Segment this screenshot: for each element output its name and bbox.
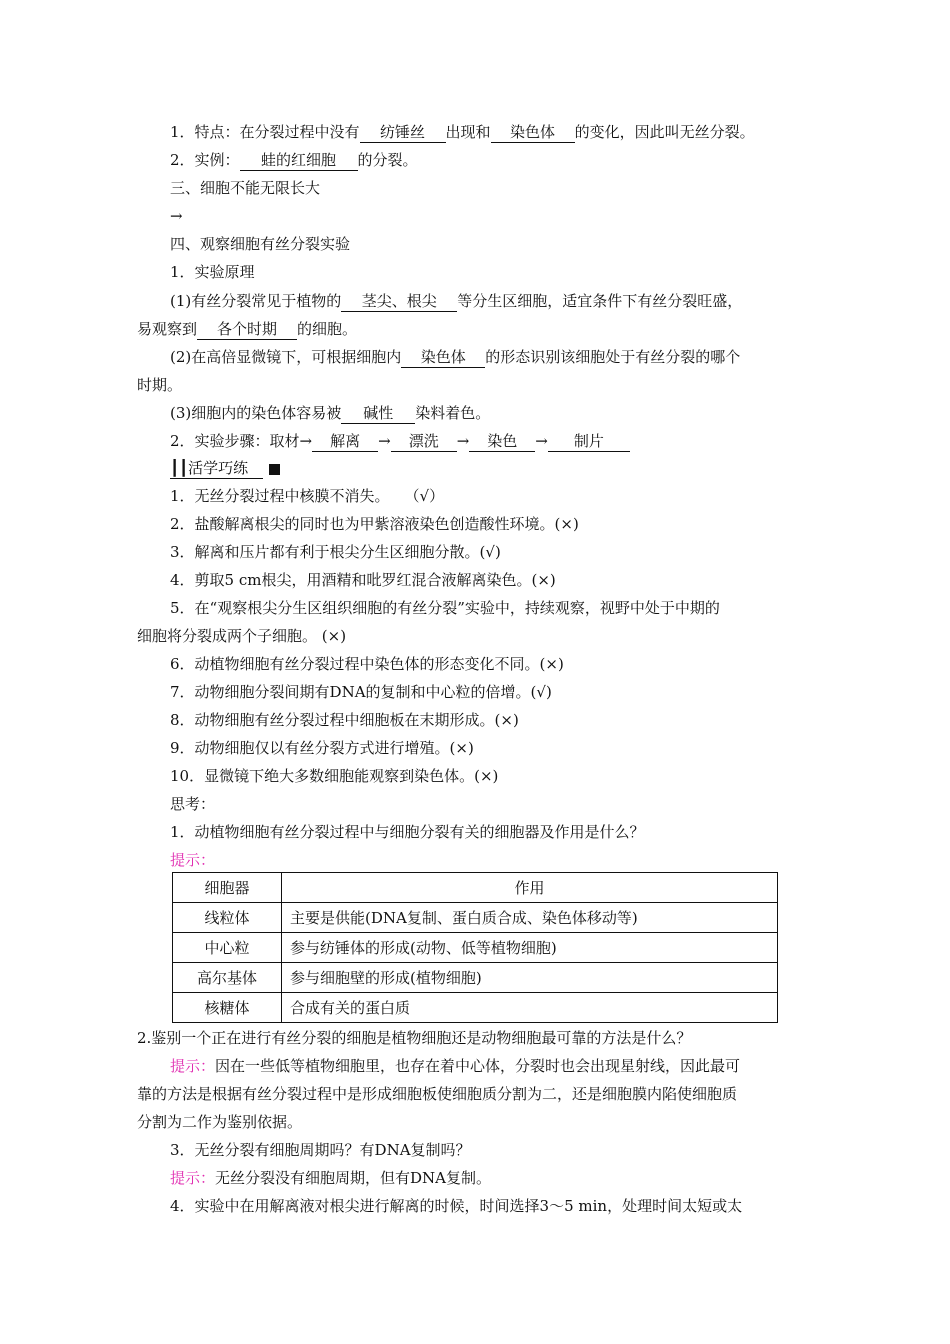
practice-item: 2．盐酸解离根尖的同时也为甲紫溶液染色创造酸性环境。(×) — [170, 515, 579, 533]
feature-text-mid: 出现和 — [445, 123, 491, 141]
example-text-end: 的分裂。 — [357, 151, 418, 169]
practice-item: 细胞将分裂成两个子细胞。 (×) — [137, 627, 347, 645]
question-1: 1．动植物细胞有丝分裂过程中与细胞分裂有关的细胞器及作用是什么？ — [170, 823, 645, 841]
table-row — [173, 963, 778, 993]
principle-1-line-2 — [137, 315, 357, 343]
square-bullet-icon — [269, 464, 280, 475]
blank-staining: 染色 — [469, 431, 535, 452]
blank-spindle: 纺锤丝 — [360, 122, 446, 143]
question-3: 3．无丝分裂有细胞周期吗？有DNA复制吗？ — [170, 1141, 471, 1159]
arrow-glyph: → — [535, 432, 548, 450]
practice-item: 3．解离和压片都有利于根尖分生区细胞分散。(√) — [170, 543, 501, 561]
arrow-glyph: → — [170, 207, 183, 225]
feature-text-end: 的变化，因此叫无丝分裂。 — [574, 123, 755, 141]
table-header: 作用 — [282, 873, 778, 903]
blank-rinsing: 漂洗 — [391, 431, 457, 452]
arrow-glyph: → — [378, 432, 391, 450]
table-header: 细胞器 — [173, 873, 282, 903]
blank-mounting: 制片 — [548, 431, 630, 452]
practice-heading — [170, 454, 280, 482]
table-cell: 主要是供能(DNA复制、蛋白质合成、染色体移动等) — [282, 903, 778, 933]
answer-3-line — [170, 1164, 491, 1192]
practice-title: 活学巧练 — [188, 459, 249, 477]
example-text: 2．实例： — [170, 151, 240, 169]
practice-item: 4．剪取5 cm根尖，用酒精和吡罗红混合液解离染色。(×) — [170, 571, 556, 589]
practice-item: 8．动物细胞有丝分裂过程中细胞板在末期形成。(×) — [170, 711, 519, 729]
table-cell: 合成有关的蛋白质 — [282, 993, 778, 1023]
practice-item: 7．动物细胞分裂间期有DNA的复制和中心粒的倍增。(√) — [170, 683, 552, 701]
practice-item: 1．无丝分裂过程中核膜不消失。 （√） — [170, 487, 445, 505]
practice-item: 6．动植物细胞有丝分裂过程中染色体的形态变化不同。(×) — [170, 655, 564, 673]
blank-each-phase: 各个时期 — [197, 319, 297, 340]
blank-basic: 碱性 — [341, 403, 415, 424]
blank-stem-root-tip: 茎尖、根尖 — [341, 291, 457, 312]
principle-3-text: (3)细胞内的染色体容易被 — [170, 404, 342, 422]
feature-line — [170, 118, 755, 146]
blank-chromosome-2: 染色体 — [401, 347, 485, 368]
hint-label: 提示： — [170, 1169, 216, 1187]
table-cell: 核糖体 — [173, 993, 282, 1023]
practice-item: 5．在“观察根尖分生区组织细胞的有丝分裂”实验中，持续观察，视野中处于中期的 — [170, 599, 720, 617]
principle-1-line-1 — [170, 287, 742, 315]
principle-2-line-1 — [170, 343, 740, 371]
question-2: 2.鉴别一个正在进行有丝分裂的细胞是植物细胞还是动物细胞最可靠的方法是什么？ — [137, 1029, 692, 1047]
principle-1-text-end: 等分生区细胞，适宜条件下有丝分裂旺盛， — [457, 292, 743, 310]
table-cell: 中心粒 — [173, 933, 282, 963]
blank-frog-rbc: 蛙的红细胞 — [240, 150, 358, 171]
table-cell: 参与细胞壁的形成(植物细胞) — [282, 963, 778, 993]
table-header-row — [173, 873, 778, 903]
table-row — [173, 993, 778, 1023]
table-cell: 高尔基体 — [173, 963, 282, 993]
table-row — [173, 933, 778, 963]
feature-text: 1．特点：在分裂过程中没有 — [170, 123, 360, 141]
steps-line — [170, 427, 630, 455]
question-4: 4．实验中在用解离液对根尖进行解离的时候，时间选择3～5 min，处理时间太短或太 — [170, 1197, 743, 1215]
table-cell: 参与纺锤体的形成(动物、低等植物细胞) — [282, 933, 778, 963]
table-cell: 线粒体 — [173, 903, 282, 933]
principle-2-text-end: 的形态识别该细胞处于有丝分裂的哪个 — [485, 348, 741, 366]
principle-2-line-2: 时期。 — [137, 376, 183, 394]
practice-item: 10．显微镜下绝大多数细胞能观察到染色体。(×) — [170, 767, 499, 785]
practice-label: ┃┃活学巧练 — [170, 458, 263, 479]
section4-title: 四、观察细胞有丝分裂实验 — [170, 235, 351, 253]
organelle-table — [172, 872, 778, 1023]
practice-item: 9．动物细胞仅以有丝分裂方式进行增殖。(×) — [170, 739, 474, 757]
table-row — [173, 903, 778, 933]
principle-2-text: (2)在高倍显微镜下，可根据细胞内 — [170, 348, 402, 366]
hint-label: 提示： — [170, 1057, 216, 1075]
principle-1b-text: 易观察到 — [137, 320, 198, 338]
principle-1-text: (1)有丝分裂常见于植物的 — [170, 292, 342, 310]
blank-chromosome: 染色体 — [491, 122, 575, 143]
section3-title: 三、细胞不能无限长大 — [170, 179, 321, 197]
arrow-glyph: → — [456, 432, 470, 450]
steps-text: 2．实验步骤：取材→ — [170, 432, 313, 450]
answer-2-line-3: 分割为二作为鉴别依据。 — [137, 1113, 303, 1131]
answer-2-line-2: 靠的方法是根据有丝分裂过程中是形成细胞板使细胞质分割为二，还是细胞膜内陷使细胞质 — [137, 1085, 738, 1103]
example-line — [170, 146, 418, 174]
principle-heading: 1．实验原理 — [170, 263, 255, 281]
think-heading: 思考： — [170, 795, 216, 813]
blank-dissociation: 解离 — [312, 431, 378, 452]
hint-label: 提示： — [170, 851, 216, 869]
answer-2-text: 因在一些低等植物细胞里，也存在着中心体，分裂时也会出现星射线，因此最可 — [215, 1057, 741, 1075]
principle-1b-text-end: 的细胞。 — [297, 320, 358, 338]
answer-3-text: 无丝分裂没有细胞周期，但有DNA复制。 — [215, 1169, 492, 1187]
answer-2-line-1 — [170, 1052, 740, 1080]
principle-3-line — [170, 399, 490, 427]
principle-3-text-end: 染料着色。 — [415, 404, 491, 422]
